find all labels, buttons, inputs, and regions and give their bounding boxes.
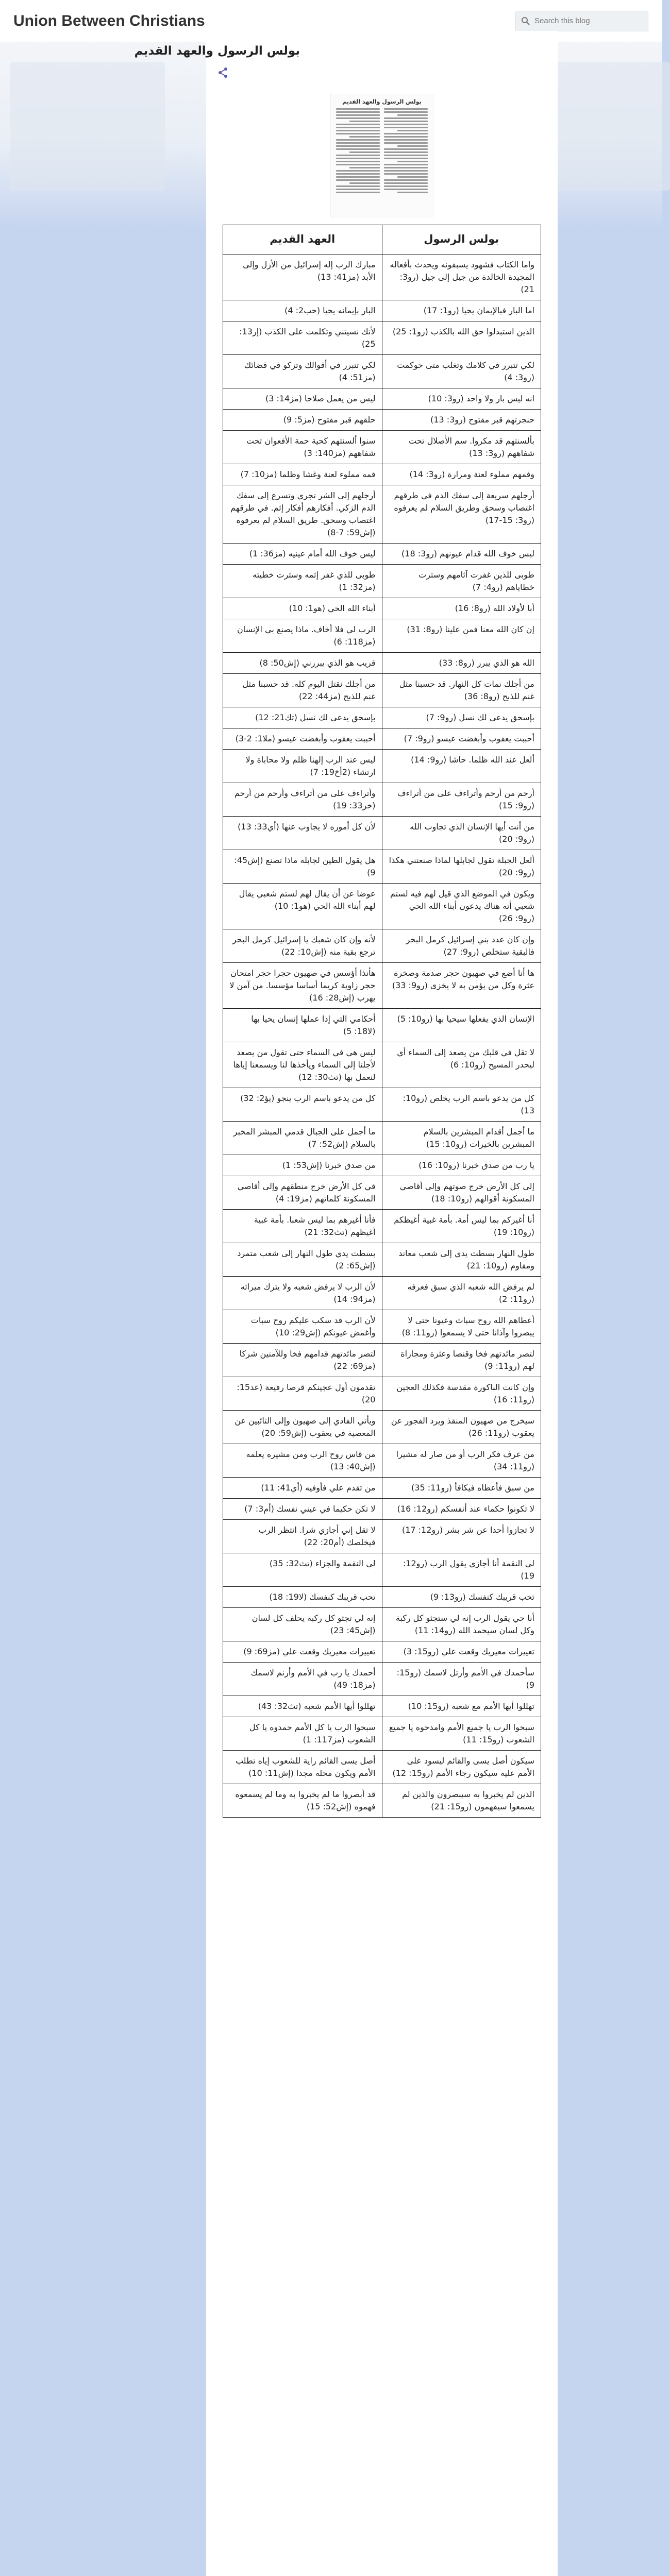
cell-old-testament-quote: من تقدم علي فأوفيه (أي41: 11) <box>223 1477 382 1498</box>
scan-line <box>336 145 380 147</box>
table-row <box>223 1176 541 1209</box>
cell-paul-quote: تحب قريبك كنفسك (رو13: 9) <box>382 1586 541 1607</box>
scan-line <box>336 108 380 110</box>
table-row <box>223 485 541 543</box>
cell-old-testament-quote: ليس خوف الله أمام عينيه (مز36: 1) <box>223 543 382 564</box>
table-row <box>223 1088 541 1121</box>
cell-paul-quote: طوبى للذين غفرت آثامهم وسترت خطاياهم (رو4: 7) <box>382 564 541 598</box>
scan-line <box>384 108 428 110</box>
column-header-old-testament: العهد القديم <box>223 225 382 255</box>
search-box[interactable] <box>515 11 648 31</box>
table-row <box>223 300 541 321</box>
cell-old-testament-quote: لي النقمة والجزاء (تث32: 35) <box>223 1553 382 1586</box>
table-row <box>223 883 541 929</box>
scan-line <box>384 185 428 187</box>
cell-paul-quote: الله هو الذي يبرر (رو8: 33) <box>382 652 541 673</box>
table-row <box>223 749 541 783</box>
scan-line <box>336 170 380 172</box>
table-row <box>223 1121 541 1155</box>
cell-paul-quote: ألعل الجبلة تقول لجابلها لماذا صنعتني هكذا (رو9: 20) <box>382 850 541 883</box>
cell-paul-quote: من أنت أيها الإنسان الذي تجاوب الله (رو9: 20) <box>382 816 541 850</box>
scan-title: بولس الرسول والعهد القديم <box>342 98 422 105</box>
cell-old-testament-quote: وأتراءف على من أتراءف وأرحم من أرحم (خر33: 19) <box>223 783 382 816</box>
scan-line <box>336 192 380 193</box>
search-input[interactable] <box>534 16 643 25</box>
scan-line <box>397 145 428 147</box>
cell-paul-quote: تهللوا أيها الأمم مع شعبه (رو15: 10) <box>382 1696 541 1717</box>
cell-old-testament-quote: تعييرات معيريك وقعت علي (مز69: 9) <box>223 1641 382 1662</box>
cell-old-testament-quote: طوبى للذي غفر إثمه وسترت خطيته (مز32: 1) <box>223 564 382 598</box>
cell-paul-quote: سيكون أصل يسى والقائم ليسود على الأمم عليه سيكون رجاء الأمم (رو15: 12) <box>382 1750 541 1784</box>
table-row <box>223 652 541 673</box>
scan-line <box>384 173 428 175</box>
cell-paul-quote: الذين لم يخبروا به سيبصرون والذين لم يسمعوا سيفهمون (رو15: 21) <box>382 1784 541 1817</box>
scan-line <box>384 182 428 184</box>
cell-old-testament-quote: لتصر مائدتهم قدامهم فخا وللآمنين شركا (مز69: 22) <box>223 1343 382 1377</box>
table-row <box>223 598 541 619</box>
table-row <box>223 1641 541 1662</box>
scan-line <box>336 173 380 175</box>
cell-paul-quote: واما الكتاب فشهود يسبقونه ويحدث بأفعاله المجيدة الخالدة من جيل إلى جيل (رو3: 21) <box>382 254 541 300</box>
cell-old-testament-quote: في كل الأرض خرج منطقهم وإلى أقاصي المسكونة كلماتهم (مز19: 4) <box>223 1176 382 1209</box>
cell-paul-quote: ليس خوف الله قدام عيونهم (رو3: 18) <box>382 543 541 564</box>
cell-paul-quote: إن كان الله معنا فمن علينا (رو8: 31) <box>382 619 541 652</box>
table-row <box>223 1042 541 1088</box>
scan-line <box>384 167 428 168</box>
comparison-table <box>223 225 541 1818</box>
table-row <box>223 816 541 850</box>
scan-line <box>336 161 380 162</box>
site-title[interactable]: Union Between Christians <box>13 12 205 29</box>
scan-line <box>336 148 380 150</box>
scan-line <box>384 158 428 159</box>
cell-old-testament-quote: سبحوا الرب يا كل الأمم حمدوه يا كل الشعوب (مز117: 1) <box>223 1717 382 1750</box>
cell-old-testament-quote: لأنك نسيتني وتكلمت على الكذب (إر13: 25) <box>223 321 382 354</box>
cell-paul-quote: بألسنتهم قد مكروا. سم الأصلال تحت شفاههم (رو3: 13) <box>382 430 541 464</box>
scan-line <box>336 164 380 165</box>
table-row <box>223 430 541 464</box>
cell-paul-quote: انه ليس بار ولا واحد (رو3: 10) <box>382 388 541 409</box>
scan-line <box>384 121 428 122</box>
cell-paul-quote: حنجرتهم قبر مفتوح (رو3: 13) <box>382 409 541 430</box>
cell-old-testament-quote: تحب قريبك كنفسك (لا19: 18) <box>223 1586 382 1607</box>
cell-paul-quote: بإسحق يدعى لك نسل (رو9: 7) <box>382 707 541 728</box>
table-row <box>223 962 541 1008</box>
table-row <box>223 1276 541 1310</box>
scan-line <box>397 114 428 116</box>
scan-line <box>384 133 428 134</box>
scan-line <box>384 139 428 141</box>
cell-old-testament-quote: أحكامي التي إذا عملها إنسان يحيا بها (لا18: 5) <box>223 1008 382 1042</box>
cell-paul-quote: سأحمدك في الأمم وأرتل لاسمك (رو15: 9) <box>382 1662 541 1696</box>
cell-old-testament-quote: من صدق خبرنا (إش53: 1) <box>223 1155 382 1176</box>
table-row <box>223 929 541 962</box>
cell-paul-quote: أنا حي يقول الرب إنه لي ستجثو كل ركبة وكل لسان سيحمد الله (رو14: 11) <box>382 1607 541 1641</box>
cell-paul-quote: ما أجمل أقدام المبشرين بالسلام المبشرين بالخيرات (رو10: 15) <box>382 1121 541 1155</box>
search-icon[interactable] <box>521 16 530 26</box>
table-row <box>223 1750 541 1784</box>
table-row <box>223 1008 541 1042</box>
cell-paul-quote: لم يرفض الله شعبه الذي سبق فعرفه (رو11: 2) <box>382 1276 541 1310</box>
cell-old-testament-quote: بإسحق يدعى لك نسل (تك21: 12) <box>223 707 382 728</box>
scan-line <box>336 127 380 128</box>
scan-line <box>349 151 380 153</box>
cell-old-testament-quote: الرب لي فلا أخاف. ماذا يصنع بي الإنسان (مز118: 6) <box>223 619 382 652</box>
table-row <box>223 1662 541 1696</box>
table-row <box>223 409 541 430</box>
cell-paul-quote: أحببت يعقوب وأبغضت عيسو (رو9: 7) <box>382 728 541 749</box>
table-row <box>223 1784 541 1817</box>
cell-paul-quote: لكي تتبرر في كلامك وتغلب متى حوكمت (رو3: 4) <box>382 354 541 388</box>
table-row <box>223 850 541 883</box>
cell-old-testament-quote: ما أجمل على الجبال قدمي المبشر المخبر بالسلام (إش52: 7) <box>223 1121 382 1155</box>
cell-paul-quote: لتصر مائدتهم فخا وقنصا وعثرة ومجازاة لهم (رو11: 9) <box>382 1343 541 1377</box>
table-row <box>223 321 541 354</box>
table-row <box>223 254 541 300</box>
scan-line <box>349 136 380 138</box>
cell-paul-quote: وفمهم مملوء لعنة ومرارة (رو3: 14) <box>382 464 541 485</box>
scan-line <box>397 192 428 193</box>
cell-old-testament-quote: لأن كل أموره لا يجاوب عنها (أي33: 13) <box>223 816 382 850</box>
cell-old-testament-quote: من قاس روح الرب ومن مشيره يعلمه (إش40: 13) <box>223 1444 382 1477</box>
scan-line <box>336 111 380 113</box>
table-row <box>223 1553 541 1586</box>
cell-old-testament-quote: عوضا عن أن يقال لهم لستم شعبي يقال لهم أبناء الله الحي (هو1: 10) <box>223 883 382 929</box>
scan-line <box>336 130 380 131</box>
cell-old-testament-quote: فمه مملوء لعنة وغشا وظلما (مز10: 7) <box>223 464 382 485</box>
cell-old-testament-quote: ليس هي في السماء حتى تقول من يصعد لأجلنا إلى السماء ويأخذها لنا ويسمعنا إياها لنعمل بها (تث30: 12) <box>223 1042 382 1088</box>
cell-old-testament-quote: لا تكن حكيما في عيني نفسك (أم3: 7) <box>223 1498 382 1519</box>
cell-paul-quote: ويكون في الموضع الذي قيل لهم فيه لستم شعبي أنه هناك يدعون أبناء الله الحي (رو9: 26) <box>382 883 541 929</box>
scan-line <box>336 155 380 156</box>
cell-old-testament-quote: لا تقل إني أجازي شرا. انتظر الرب فيخلصك (أم20: 22) <box>223 1519 382 1553</box>
table-row <box>223 783 541 816</box>
cell-paul-quote: ألعل عند الله ظلما. حاشا (رو9: 14) <box>382 749 541 783</box>
cell-old-testament-quote: فأنا أغيرهم بما ليس شعبا. بأمة غبية أغيظهم (تث32: 21) <box>223 1209 382 1243</box>
cell-old-testament-quote: هأنذا أؤسس في صهيون حجرا حجر امتحان حجر زاوية كريما أساسا مؤسسا. من آمن لا يهرب (إش28: 16) <box>223 962 382 1008</box>
scan-line <box>336 139 380 141</box>
cell-old-testament-quote: أحمدك يا رب في الأمم وأرنم لاسمك (مز18: 49) <box>223 1662 382 1696</box>
cell-paul-quote: أرحم من أرحم وأتراءف على من أتراءف (رو9: 15) <box>382 783 541 816</box>
cell-paul-quote: سيخرج من صهيون المنقذ ويرد الفجور عن يعقوب (رو11: 26) <box>382 1410 541 1444</box>
table-row <box>223 1444 541 1477</box>
cell-old-testament-quote: ويأتي الفادي إلى صهيون وإلى التائبين عن المعصية في يعقوب (إش59: 20) <box>223 1410 382 1444</box>
scan-line <box>336 185 380 187</box>
cell-old-testament-quote: أصل يسى القائم راية للشعوب إياه تطلب الأمم ويكون محله مجدا (إش11: 10) <box>223 1750 382 1784</box>
scan-line <box>336 114 380 116</box>
cell-paul-quote: أبا لأولاد الله (رو8: 16) <box>382 598 541 619</box>
scan-line <box>397 161 428 162</box>
cell-old-testament-quote: كل من يدعو باسم الرب ينجو (يؤ2: 32) <box>223 1088 382 1121</box>
table-row <box>223 464 541 485</box>
cell-old-testament-quote: هل يقول الطين لجابله ماذا تصنع (إش45: 9) <box>223 850 382 883</box>
scan-line <box>384 117 428 119</box>
cell-old-testament-quote: لأنه وإن كان شعبك يا إسرائيل كرمل البحر ترجع بقية منه (إش10: 22) <box>223 929 382 962</box>
cell-old-testament-quote: تهللوا أيها الأمم شعبه (تث32: 43) <box>223 1696 382 1717</box>
cell-paul-quote: سبحوا الرب يا جميع الأمم وامدحوه يا جميع الشعوب (رو15: 11) <box>382 1717 541 1750</box>
scan-line <box>336 142 380 144</box>
cell-old-testament-quote: بسطت يدي طول النهار إلى شعب متمرد (إش65: 2) <box>223 1243 382 1276</box>
scan-line <box>336 158 380 159</box>
scan-line <box>384 148 428 150</box>
scan-line <box>384 111 428 113</box>
table-row <box>223 1519 541 1553</box>
scan-text-lines <box>336 108 428 193</box>
scan-line <box>384 151 428 153</box>
scan-line <box>349 167 380 168</box>
table-header-row <box>223 225 541 255</box>
cell-old-testament-quote: ليس عند الرب إلهنا ظلم ولا محاباة ولا ارتشاء (2أخ19: 7) <box>223 749 382 783</box>
cell-paul-quote: أرجلهم سريعة إلى سفك الدم في طرقهم اغتصاب وسحق وطريق السلام لم يعرفوه (رو3: 15-17) <box>382 485 541 543</box>
cell-old-testament-quote: قريب هو الذي يبررني (إش50: 8) <box>223 652 382 673</box>
table-row <box>223 1155 541 1176</box>
cell-old-testament-quote: ليس من يعمل صلاحا (مز14: 3) <box>223 388 382 409</box>
cell-paul-quote: من عرف فكر الرب أو من صار له مشيرا (رو11: 34) <box>382 1444 541 1477</box>
cell-old-testament-quote: من أجلك نقتل اليوم كله. قد حسبنا مثل غنم للذبح (مز44: 22) <box>223 673 382 707</box>
table-row <box>223 1243 541 1276</box>
background-blur-left <box>10 62 165 191</box>
table-row <box>223 1717 541 1750</box>
cell-old-testament-quote: لأن الرب لا يرفض شعبه ولا يترك ميراثه (مز94: 14) <box>223 1276 382 1310</box>
table-row <box>223 1498 541 1519</box>
cell-old-testament-quote: أرجلهم إلى الشر تجري وتسرع إلى سفك الدم الزكي. أفكارهم أفكار إثم. في طرقهم اغتصاب وسحق. طريق السلام لم يعرفوه (إش59: 7-8) <box>223 485 382 543</box>
cell-paul-quote: من سبق فأعطاه فيكافأ (رو11: 35) <box>382 1477 541 1498</box>
table-row <box>223 707 541 728</box>
table-row <box>223 1696 541 1717</box>
cell-paul-quote: لا تجازوا أحدا عن شر بشر (رو12: 17) <box>382 1519 541 1553</box>
scan-line <box>384 164 428 165</box>
cell-paul-quote: الذين استبدلوا حق الله بالكذب (رو1: 25) <box>382 321 541 354</box>
table-row <box>223 388 541 409</box>
table-row <box>223 564 541 598</box>
scan-line <box>336 189 380 190</box>
scan-line <box>384 189 428 190</box>
table-row <box>223 543 541 564</box>
table-row <box>223 1377 541 1410</box>
scan-line <box>384 179 428 181</box>
cell-paul-quote: وإن كانت الباكورة مقدسة فكذلك العجين (رو11: 16) <box>382 1377 541 1410</box>
cell-old-testament-quote: سنوا ألسنتهم كحية حمة الأفعوان تحت شفاههم (مز140: 3) <box>223 430 382 464</box>
scan-line <box>384 155 428 156</box>
table-row <box>223 1477 541 1498</box>
scan-line <box>384 127 428 128</box>
scan-line <box>349 182 380 184</box>
cell-old-testament-quote: البار بإيمانه يحيا (حب2: 4) <box>223 300 382 321</box>
table-row <box>223 354 541 388</box>
share-icon[interactable] <box>217 67 229 78</box>
scan-line <box>336 124 380 125</box>
cell-paul-quote: طول النهار بسطت يدي إلى شعب معاند ومقاوم (رو10: 21) <box>382 1243 541 1276</box>
scan-line <box>384 136 428 138</box>
column-header-paul: بولس الرسول <box>382 225 541 255</box>
cell-paul-quote: إلى كل الأرض خرج صوتهم وإلى أقاصي المسكونة أقوالهم (رو10: 18) <box>382 1176 541 1209</box>
table-row <box>223 1410 541 1444</box>
cell-paul-quote: أنا أغيركم بما ليس أمة. بأمة غبية أغيظكم (رو10: 19) <box>382 1209 541 1243</box>
table-row <box>223 1209 541 1243</box>
cell-old-testament-quote: قد أبصروا ما لم يخبروا به وما لم يسمعوه فهموه (إش52: 15) <box>223 1784 382 1817</box>
scan-line <box>384 124 428 125</box>
cell-paul-quote: كل من يدعو باسم الرب يخلص (رو10: 13) <box>382 1088 541 1121</box>
cell-old-testament-quote: لأن الرب قد سكب عليكم روح سبات وأغمض عيونكم (إش29: 10) <box>223 1310 382 1343</box>
scan-line <box>336 133 380 134</box>
cell-paul-quote: وإن كان عدد بني إسرائيل كرمل البحر فالبقية ستخلص (رو9: 27) <box>382 929 541 962</box>
post-title[interactable]: بولس الرسول والعهد القديم <box>134 44 300 58</box>
scan-line <box>336 179 380 181</box>
cell-paul-quote: لا تقل في قلبك من يصعد إلى السماء أي ليحدر المسيح (رو10: 6) <box>382 1042 541 1088</box>
table-row <box>223 619 541 652</box>
table-row <box>223 1607 541 1641</box>
cell-paul-quote: من أجلك نمات كل النهار. قد حسبنا مثل غنم للذبح (رو8: 36) <box>382 673 541 707</box>
scan-line <box>384 142 428 144</box>
scan-line <box>384 170 428 172</box>
scan-line <box>336 176 380 178</box>
cell-paul-quote: لا تكونوا حكماء عند أنفسكم (رو12: 16) <box>382 1498 541 1519</box>
scanned-page-image[interactable] <box>330 94 433 217</box>
scan-line <box>397 176 428 178</box>
cell-paul-quote: لي النقمة أنا أجازي يقول الرب (رو12: 19) <box>382 1553 541 1586</box>
cell-old-testament-quote: أحببت يعقوب وأبغضت عيسو (ملا1: 2-3) <box>223 728 382 749</box>
cell-old-testament-quote: مبارك الرب إله إسرائيل من الأزل وإلى الأبد (مز41: 13) <box>223 254 382 300</box>
cell-old-testament-quote: أبناء الله الحي (هو1: 10) <box>223 598 382 619</box>
cell-old-testament-quote: تقدمون أول عجينكم قرصا رفيعة (عد15: 20) <box>223 1377 382 1410</box>
table-row <box>223 1310 541 1343</box>
cell-old-testament-quote: إنه لي تجثو كل ركبة يحلف كل لسان (إش45: 23) <box>223 1607 382 1641</box>
table-row <box>223 1343 541 1377</box>
cell-paul-quote: تعييرات معيريك وقعت علي (رو15: 3) <box>382 1641 541 1662</box>
table-row <box>223 728 541 749</box>
cell-old-testament-quote: لكي تتبرر في أقوالك وتزكو في قضائك (مز51: 4) <box>223 354 382 388</box>
cell-paul-quote: اما البار فبالإيمان يحيا (رو1: 17) <box>382 300 541 321</box>
table-row <box>223 673 541 707</box>
cell-paul-quote: أعطاهم الله روح سبات وعيونا حتى لا يبصروا وآذانا حتى لا يسمعوا (رو11: 8) <box>382 1310 541 1343</box>
cell-paul-quote: الإنسان الذي يفعلها سيحيا بها (رو10: 5) <box>382 1008 541 1042</box>
post-container <box>134 31 558 2576</box>
scan-line <box>336 117 380 119</box>
cell-paul-quote: يا رب من صدق خبرنا (رو10: 16) <box>382 1155 541 1176</box>
cell-paul-quote: ها أنا أضع في صهيون حجر صدمة وصخرة عثرة وكل من يؤمن به لا يخزى (رو9: 33) <box>382 962 541 1008</box>
scan-line <box>397 130 428 131</box>
table-row <box>223 1586 541 1607</box>
scan-line <box>349 121 380 122</box>
cell-old-testament-quote: حلقهم قبر مفتوح (مز5: 9) <box>223 409 382 430</box>
